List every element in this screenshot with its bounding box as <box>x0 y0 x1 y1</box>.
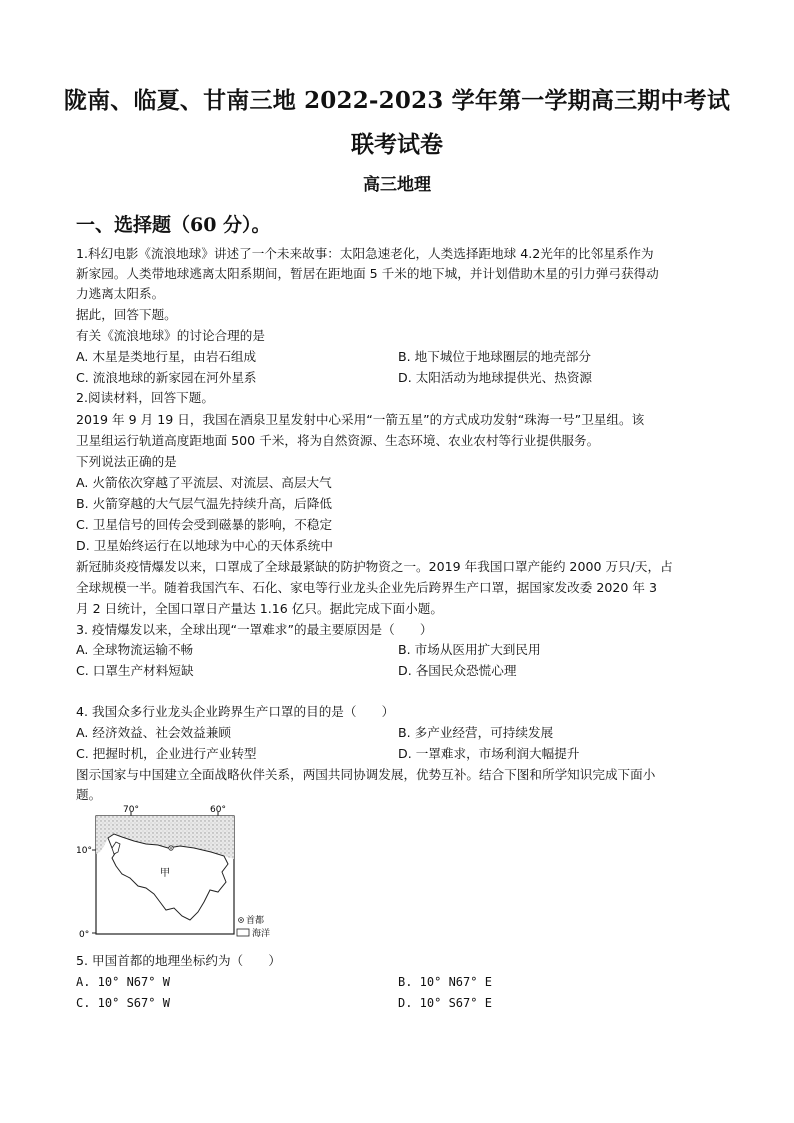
ocean-legend-icon <box>237 929 249 936</box>
q5-option-a[interactable]: A. 10° N67° W <box>76 975 170 989</box>
legend-capital-label: 首都 <box>246 916 265 926</box>
q3-option-b[interactable]: B. 市场从医用扩大到民用 <box>398 642 541 657</box>
q1-option-b[interactable]: B. 地下城位于地球圈层的地壳部分 <box>398 349 591 364</box>
q2-instruction: 2.阅读材料，回答下题。 <box>76 390 214 405</box>
section-heading: 一、选择题（60 分）。 <box>76 214 271 236</box>
lon-label-70: 70° <box>123 805 139 815</box>
q2-option-b[interactable]: B. 火箭穿越的大气层气温先持续升高，后降低 <box>76 496 332 511</box>
exam-title-line2: 联考试卷 <box>351 131 443 158</box>
q1-option-d[interactable]: D. 太阳活动为地球提供光、热资源 <box>398 370 593 385</box>
q1-stem: 新家园。人类带地球逃离太阳系期间，暂居在距地面 5 千米的地下城，并计划借助木星的引力弹弓获得动 <box>76 266 659 281</box>
q2-option-a[interactable]: A. 火箭依次穿越了平流层、对流层、高层大气 <box>76 475 332 490</box>
q5-option-d[interactable]: D. 10° S67° E <box>398 996 492 1010</box>
legend-ocean-label: 海洋 <box>252 929 271 939</box>
q3-option-a[interactable]: A. 全球物流运输不畅 <box>76 642 194 657</box>
q2-question: 下列说法正确的是 <box>76 454 177 469</box>
subject-title: 高三地理 <box>363 175 431 195</box>
q2-stem: 卫星组运行轨道高度距地面 500 千米，将为自然资源、生态环境、农业农村等行业提供服务。 <box>76 433 600 448</box>
q2-option-d[interactable]: D. 卫星始终运行在以地球为中心的天体系统中 <box>76 538 333 553</box>
q4-option-d[interactable]: D. 一罩难求，市场利润大幅提升 <box>398 746 580 761</box>
q1-question: 有关《流浪地球》的讨论合理的是 <box>76 328 265 343</box>
exam-title: 陇南、临夏、甘南三地 2022-2023 学年第一学期高三期中考试 <box>63 87 731 114</box>
q3-option-d[interactable]: D. 各国民众恐慌心理 <box>398 663 517 678</box>
q34-material: 新冠肺炎疫情爆发以来，口罩成了全球最紧缺的防护物资之一。2019 年我国口罩产能约 2000 万只/天，占 <box>76 559 673 574</box>
q5-question: 5. 甲国首都的地理坐标约为（ ） <box>76 953 281 968</box>
q3-question: 3. 疫情爆发以来，全球出现“一罩难求”的最主要原因是（ ） <box>76 622 433 637</box>
q4-option-b[interactable]: B. 多产业经营，可持续发展 <box>398 725 554 740</box>
q5-material: 题。 <box>76 787 102 802</box>
q4-option-c[interactable]: C. 把握时机，企业进行产业转型 <box>76 746 257 761</box>
country-map-figure <box>76 804 286 944</box>
q1-option-c[interactable]: C. 流浪地球的新家园在河外星系 <box>76 370 257 385</box>
q3-option-c[interactable]: C. 口罩生产材料短缺 <box>76 663 194 678</box>
q5-option-c[interactable]: C. 10° S67° W <box>76 996 170 1010</box>
q5-option-b[interactable]: B. 10° N67° E <box>398 975 492 989</box>
q34-material: 全球规模一半。随着我国汽车、石化、家电等行业龙头企业先后跨界生产口罩，据国家发改委 2020 年 3 <box>76 580 658 595</box>
lon-label-60: 60° <box>210 805 226 815</box>
q2-option-c[interactable]: C. 卫星信号的回传会受到磁暴的影响，不稳定 <box>76 517 333 532</box>
q1-stem: 1.科幻电影《流浪地球》讲述了一个未来故事：太阳急速老化，人类选择距地球 4.2光年的比邻星系作为 <box>76 246 654 261</box>
q5-material: 图示国家与中国建立全面战略伙伴关系，两国共同协调发展，优势互补。结合下图和所学知识完成下面小 <box>76 767 656 782</box>
q34-material: 月 2 日统计，全国口罩日产量达 1.16 亿只。据此完成下面小题。 <box>76 601 443 616</box>
q1-instruction: 据此，回答下题。 <box>76 307 177 322</box>
q1-stem: 力逃离太阳系。 <box>76 286 165 301</box>
q4-option-a[interactable]: A. 经济效益、社会效益兼顾 <box>76 725 231 740</box>
q1-option-a[interactable]: A. 木星是类地行星，由岩石组成 <box>76 349 257 364</box>
q2-stem: 2019 年 9 月 19 日，我国在酒泉卫星发射中心采用“一箭五星”的方式成功发射“珠海一号”卫星组。该 <box>76 412 645 427</box>
lat-label-0: 0° <box>79 930 90 940</box>
lat-label-10: 10° <box>76 846 92 856</box>
country-label: 甲 <box>160 868 170 879</box>
q4-question: 4. 我国众多行业龙头企业跨界生产口罩的目的是（ ） <box>76 704 395 719</box>
